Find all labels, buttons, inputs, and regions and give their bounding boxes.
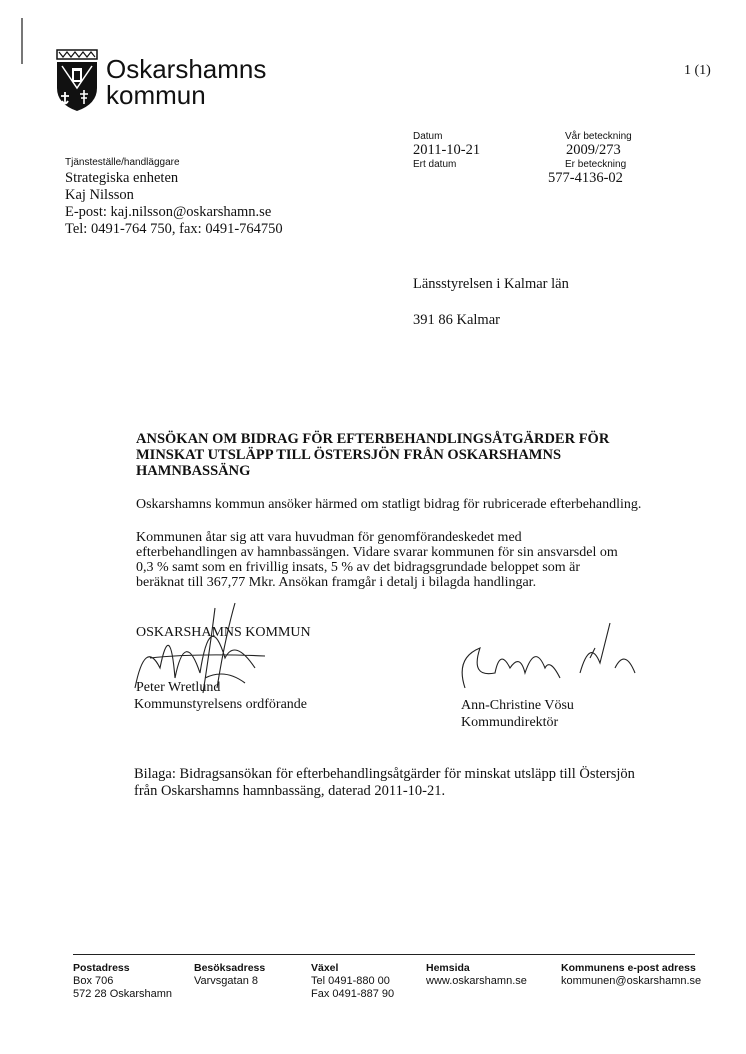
var-beteckning-value: 2009/273 bbox=[566, 142, 621, 158]
er-beteckning-label: Er beteckning bbox=[565, 159, 627, 170]
ert-datum-label: Ert datum bbox=[413, 159, 457, 170]
coat-of-arms-icon bbox=[54, 48, 100, 112]
sender-name: Kaj Nilsson bbox=[65, 187, 134, 203]
footer-hemsida-value: www.oskarshamn.se bbox=[426, 975, 527, 987]
footer-vaxel-fax: Fax 0491-887 90 bbox=[311, 988, 395, 1000]
footer-vaxel-label: Växel bbox=[311, 962, 339, 974]
datum-label: Datum bbox=[413, 131, 443, 142]
logo-line1: Oskarshamns bbox=[106, 54, 267, 84]
footer-epost-value: kommunen@oskarshamn.se bbox=[561, 975, 702, 987]
footer-hemsida-label: Hemsida bbox=[426, 962, 470, 974]
attachment-line2: från Oskarshamns hamnbassäng, daterad 2011-10-21. bbox=[134, 783, 446, 799]
heading-line1: ANSÖKAN OM BIDRAG FÖR EFTERBEHANDLINGSÅTGÄRDER FÖR bbox=[136, 431, 610, 447]
signature-org: OSKARSHAMNS KOMMUN bbox=[136, 625, 311, 640]
er-beteckning-value: 577-4136-02 bbox=[548, 170, 623, 186]
sender-label: Tjänsteställe/handläggare bbox=[65, 157, 180, 168]
body-paragraph-1: Oskarshamns kommun ansöker härmed om statligt bidrag för rubricerade efterbehandling. bbox=[136, 497, 642, 512]
footer-vaxel-tel: Tel 0491-880 00 bbox=[311, 975, 390, 987]
recipient-address: 391 86 Kalmar bbox=[413, 312, 500, 328]
signature-right-title: Kommundirektör bbox=[461, 715, 559, 730]
heading-line3: HAMNBASSÄNG bbox=[136, 463, 251, 479]
signature-right-scribble bbox=[450, 618, 640, 698]
footer-postadress-label: Postadress bbox=[73, 962, 130, 974]
signature-right-name: Ann-Christine Vösu bbox=[461, 698, 574, 713]
footer-epost-label: Kommunens e-post adress bbox=[561, 962, 696, 974]
var-beteckning-label: Vår beteckning bbox=[565, 131, 632, 142]
footer-postadress-line1: Box 706 bbox=[73, 975, 114, 987]
recipient-name: Länsstyrelsen i Kalmar län bbox=[413, 276, 569, 292]
body-paragraph-2: Kommunen åtar sig att vara huvudman för genomförandeskedet med efterbehandlingen av hamnbassängen. Vidare svarar kommunen för sin ansvarsdel om 0,3 % samt som en frivillig insats, 5 % av det bidragsgrundade beloppet som är beräknat till 367,77 Mkr. Ansökan framgår i detalj i bilagda handlingar. bbox=[136, 530, 618, 590]
page-number: 1 (1) bbox=[684, 63, 711, 78]
logo-line2: kommun bbox=[106, 80, 206, 110]
scan-mark bbox=[21, 18, 23, 64]
sender-email: E-post: kaj.nilsson@oskarshamn.se bbox=[65, 204, 272, 220]
footer-divider bbox=[73, 954, 695, 955]
signature-left-name: Peter Wretlund bbox=[136, 680, 221, 695]
footer-besok-label: Besöksadress bbox=[194, 962, 266, 974]
datum-value: 2011-10-21 bbox=[413, 142, 481, 158]
sender-unit: Strategiska enheten bbox=[65, 170, 179, 186]
footer-postadress-line2: 572 28 Oskarshamn bbox=[73, 988, 173, 1000]
sender-phone: Tel: 0491-764 750, fax: 0491-764750 bbox=[65, 221, 283, 237]
logo bbox=[54, 48, 284, 112]
heading-line2: MINSKAT UTSLÄPP TILL ÖSTERSJÖN FRÅN OSKARSHAMNS bbox=[136, 447, 562, 463]
footer-besok-value: Varvsgatan 8 bbox=[194, 975, 259, 987]
signature-left-title: Kommunstyrelsens ordförande bbox=[134, 697, 308, 712]
attachment-line1: Bilaga: Bidragsansökan för efterbehandlingsåtgärder för minskat utsläpp till Östersjön bbox=[134, 766, 635, 782]
